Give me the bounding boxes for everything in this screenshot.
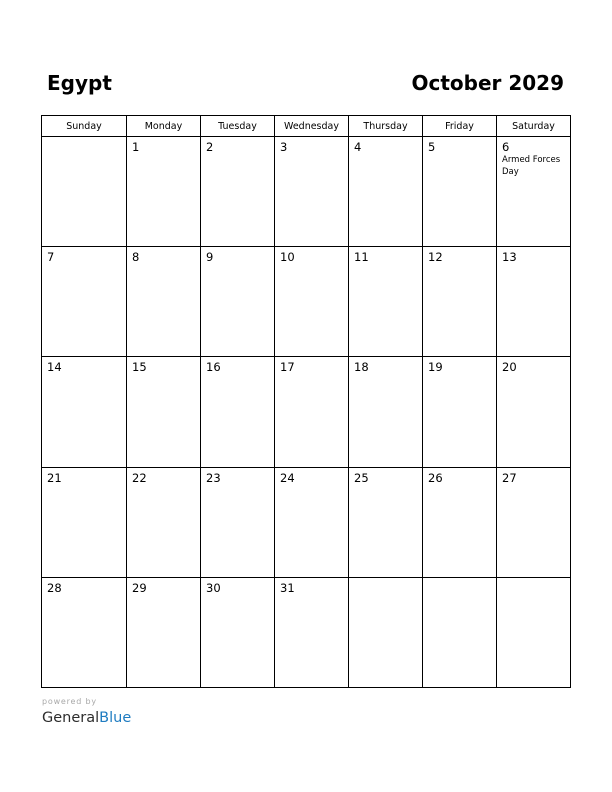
brand-name-blue: Blue (99, 710, 132, 726)
day-cell (423, 137, 497, 247)
day-cell (201, 467, 275, 577)
day-number: 2 (206, 140, 214, 154)
day-cell (127, 247, 201, 357)
day-number: 10 (280, 250, 295, 265)
day-cell (497, 137, 571, 247)
day-number: 5 (428, 140, 436, 154)
day-cell (349, 577, 423, 687)
day-number: 31 (280, 580, 295, 595)
holiday-label: Armed Forces Day (502, 155, 561, 177)
day-cell (349, 467, 423, 577)
day-number: 20 (502, 360, 517, 375)
week-row (42, 357, 571, 467)
day-cell (127, 137, 201, 247)
day-cell (497, 577, 571, 687)
brand-name-general: General (42, 710, 100, 726)
day-number: 9 (206, 250, 214, 265)
day-cell (497, 247, 571, 357)
day-number: 15 (132, 360, 147, 375)
day-number: 27 (502, 470, 517, 485)
day-number: 22 (132, 470, 147, 485)
day-cell (349, 357, 423, 467)
weekday-friday: Friday (423, 116, 497, 137)
day-cell (275, 247, 349, 357)
day-number: 17 (280, 360, 295, 375)
week-row (42, 577, 571, 687)
day-cell (127, 577, 201, 687)
week-row (42, 137, 571, 247)
day-number: 7 (47, 250, 55, 265)
day-number: 6 (502, 140, 510, 154)
day-number (349, 578, 422, 581)
day-number: 14 (47, 360, 62, 375)
day-number: 13 (502, 250, 517, 265)
day-cell (42, 137, 127, 247)
day-cell (423, 577, 497, 687)
footer-branding (42, 697, 131, 728)
day-number (42, 137, 126, 140)
weekday-saturday: Saturday (497, 116, 571, 137)
day-cell (349, 137, 423, 247)
day-cell (201, 577, 275, 687)
day-number: 24 (280, 470, 295, 485)
day-number: 29 (132, 580, 147, 595)
day-cell (497, 467, 571, 577)
month-title: October 2029 (411, 71, 564, 95)
day-cell (201, 137, 275, 247)
day-cell (275, 357, 349, 467)
weekday-tuesday: Tuesday (201, 116, 275, 137)
day-cell (423, 357, 497, 467)
day-number: 8 (132, 250, 140, 265)
day-cell (42, 467, 127, 577)
day-number: 23 (206, 470, 221, 485)
day-number: 16 (206, 360, 221, 375)
day-number: 19 (428, 360, 443, 375)
day-cell (423, 467, 497, 577)
day-cell (423, 247, 497, 357)
day-cell (275, 577, 349, 687)
weekday-sunday: Sunday (42, 116, 127, 137)
day-number: 25 (354, 470, 369, 485)
day-number: 11 (354, 250, 369, 265)
day-number: 3 (280, 140, 288, 154)
day-cell (275, 467, 349, 577)
day-cell (42, 577, 127, 687)
day-cell (127, 467, 201, 577)
weekday-wednesday: Wednesday (275, 116, 349, 137)
day-cell (201, 357, 275, 467)
day-cell (349, 247, 423, 357)
day-number: 26 (428, 470, 443, 485)
day-number: 1 (132, 140, 140, 154)
week-row (42, 467, 571, 577)
day-cell (127, 357, 201, 467)
country-title: Egypt (47, 71, 112, 95)
calendar-grid (41, 115, 571, 688)
day-number (423, 578, 496, 581)
weekday-header-row (42, 116, 571, 137)
day-cell (497, 357, 571, 467)
day-cell (275, 137, 349, 247)
weekday-monday: Monday (127, 116, 201, 137)
day-number: 28 (47, 580, 62, 595)
week-row (42, 247, 571, 357)
weekday-thursday: Thursday (349, 116, 423, 137)
generalblue-logo (42, 708, 131, 728)
day-number: 18 (354, 360, 369, 375)
powered-by-label: powered by (42, 697, 97, 706)
day-cell (42, 247, 127, 357)
day-number: 12 (428, 250, 443, 265)
day-number: 21 (47, 470, 62, 485)
day-cell (42, 357, 127, 467)
day-cell (201, 247, 275, 357)
day-number: 30 (206, 580, 221, 595)
day-number (497, 578, 570, 581)
day-number: 4 (354, 140, 362, 154)
